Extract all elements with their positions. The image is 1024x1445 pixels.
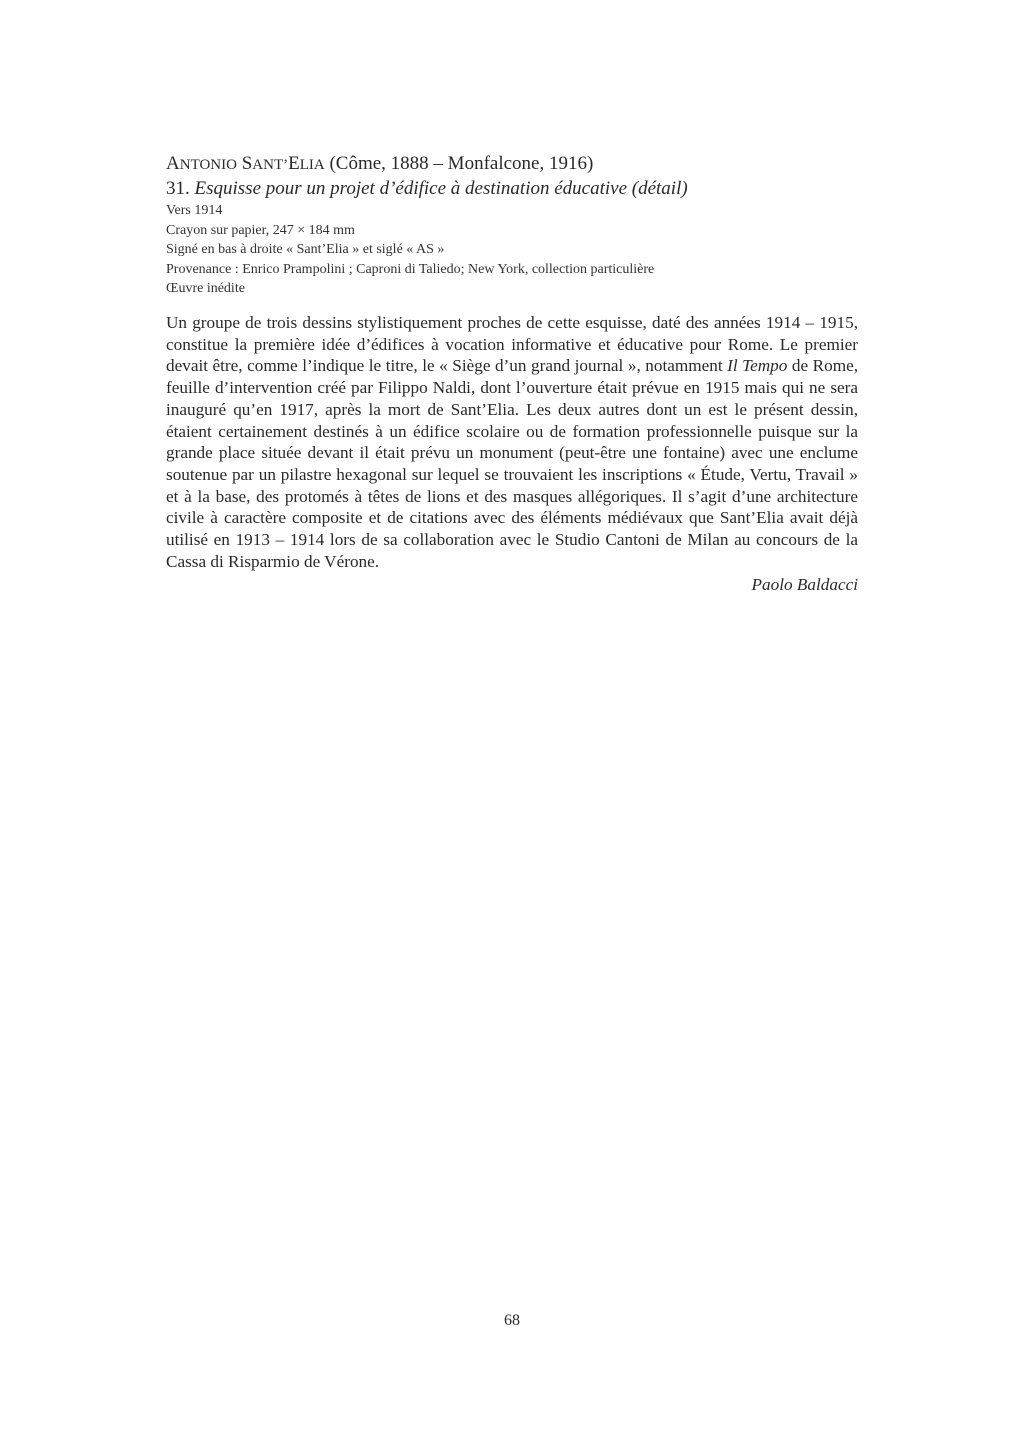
work-signature: Signé en bas à droite « Sant’Elia » et siglé « AS » [166, 242, 445, 258]
artist-first-initial: A [166, 153, 180, 174]
artist-line [166, 152, 858, 177]
author-signature: Paolo Baldacci [751, 575, 858, 594]
body-italic-title: Il Tempo [727, 356, 788, 376]
work-date: Vers 1914 [166, 203, 223, 218]
work-title-line [166, 177, 858, 201]
artist-first-rest: NTONIO [179, 157, 237, 173]
work-number: 31. [166, 178, 190, 199]
artist-last-initial: S [241, 153, 253, 174]
artist-last-initial-2: E [288, 153, 300, 174]
body-part-1: Un groupe de trois dessins stylistiquement proches de cette esquisse, daté des années 1914 – 1915, constitue la première idée d’édifices à vocation informative et éducative pour Rome. Le premier devait être, comme l’indique le titre, le « Siège d’un grand journal », notamment [166, 313, 858, 376]
entry-body-paragraph [166, 312, 858, 572]
work-medium: Crayon sur papier, 247 × 184 mm [166, 222, 355, 238]
catalogue-entry-header [166, 152, 858, 299]
work-provenance: Provenance : Enrico Prampolini ; Caproni di Taliedo; New York, collection particulière [166, 261, 655, 277]
body-part-2: de Rome, feuille d’intervention créé par Filippo Naldi, dont l’ouverture était prévue en 1915 mais qui ne sera inauguré qu’en 1917, après la mort de Sant’Elia. Les deux autres dont un est le présent dessin, étaient certainement destinés à un édifice scolaire ou de formation professionnelle puisque sur la grande place située devant il était prévu un monument (peut-être une fontaine) avec une enclume soutenue par un pilastre hexagonal sur lequel se trouvaient les inscriptions « Étude, Vertu, Travail » et à la base, des protomés à têtes de lions et des masques allégoriques. Il s’agit d’une architecture civile à caractère composite et de citations avec des éléments médiévaux que Sant’Elia avait déjà utilisé en 1913 – 1914 lors de sa collaboration avec le Studio Cantoni de Milan au concours de la Cassa di Risparmio de Vérone. [166, 356, 859, 571]
artist-last-rest-2: LIA [299, 157, 325, 173]
artist-details: (Côme, 1888 – Monfalcone, 1916) [329, 153, 594, 174]
artist-last-rest: ANT’ [252, 157, 289, 173]
work-title: Esquisse pour un projet d’édifice à destination éducative (détail) [194, 178, 688, 199]
work-status: Œuvre inédite [166, 281, 245, 297]
page-number: 68 [504, 1312, 520, 1329]
